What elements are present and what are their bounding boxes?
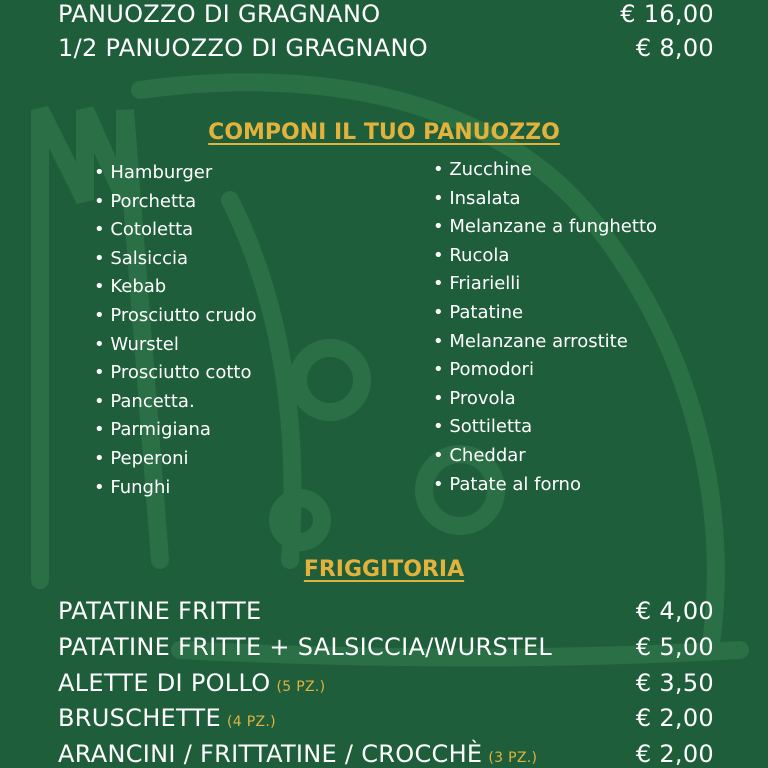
list-item: • Cheddar bbox=[433, 442, 657, 471]
list-item: • Wurstel bbox=[94, 331, 257, 360]
quantity-note: (5 PZ.) bbox=[276, 679, 326, 695]
ingredients-list-left bbox=[94, 159, 257, 502]
list-item: • Pancetta. bbox=[94, 388, 257, 417]
menu-row-alette bbox=[58, 669, 714, 697]
list-item: • Sottiletta bbox=[433, 413, 657, 442]
list-item: • Parmigiana bbox=[94, 416, 257, 445]
list-item: • Porchetta bbox=[94, 188, 257, 217]
list-item: • Patate al forno bbox=[433, 471, 657, 500]
item-price: € 3,50 bbox=[635, 669, 714, 697]
item-name: PATATINE FRITTE bbox=[58, 597, 262, 625]
quantity-note: (3 PZ.) bbox=[488, 750, 538, 766]
item-price: € 2,00 bbox=[635, 740, 714, 768]
item-price: € 16,00 bbox=[620, 0, 714, 28]
quantity-note: (4 PZ.) bbox=[226, 714, 276, 730]
list-item: • Melanzane arrostite bbox=[433, 328, 657, 357]
item-name: BRUSCHETTE (4 PZ.) bbox=[58, 704, 276, 732]
list-item: • Hamburger bbox=[94, 159, 257, 188]
section-title-componi: COMPONI IL TUO PANUOZZO bbox=[208, 120, 560, 145]
list-item: • Prosciutto cotto bbox=[94, 359, 257, 388]
item-price: € 5,00 bbox=[635, 633, 714, 661]
list-item: • Cotoletta bbox=[94, 216, 257, 245]
menu-row-panuozzo bbox=[58, 0, 714, 28]
item-name: PATATINE FRITTE + SALSICCIA/WURSTEL bbox=[58, 633, 553, 661]
list-item: • Patatine bbox=[433, 299, 657, 328]
list-item: • Funghi bbox=[94, 474, 257, 503]
menu-row-arancini bbox=[58, 740, 714, 768]
list-item: • Salsiccia bbox=[94, 245, 257, 274]
item-price: € 2,00 bbox=[635, 704, 714, 732]
menu-row-patatine bbox=[58, 597, 714, 625]
list-item: • Zucchine bbox=[433, 156, 657, 185]
item-price: € 4,00 bbox=[635, 597, 714, 625]
section-title-friggitoria: FRIGGITORIA bbox=[303, 557, 465, 582]
item-name: 1/2 PANUOZZO DI GRAGNANO bbox=[58, 34, 428, 62]
list-item: • Friarielli bbox=[433, 270, 657, 299]
menu-row-half-panuozzo bbox=[58, 34, 714, 62]
item-price: € 8,00 bbox=[635, 34, 714, 62]
list-item: • Pomodori bbox=[433, 356, 657, 385]
menu-row-bruschette bbox=[58, 704, 714, 732]
list-item: • Melanzane a funghetto bbox=[433, 213, 657, 242]
ingredients-list-right bbox=[433, 156, 657, 499]
menu-row-patatine-salsiccia bbox=[58, 633, 714, 661]
list-item: • Kebab bbox=[94, 273, 257, 302]
list-item: • Rucola bbox=[433, 242, 657, 271]
item-name: ARANCINI / FRITTATINE / CROCCHÈ (3 PZ.) bbox=[58, 740, 538, 768]
item-name: PANUOZZO DI GRAGNANO bbox=[58, 0, 381, 28]
list-item: • Provola bbox=[433, 385, 657, 414]
item-name: ALETTE DI POLLO (5 PZ.) bbox=[58, 669, 326, 697]
list-item: • Peperoni bbox=[94, 445, 257, 474]
list-item: • Insalata bbox=[433, 185, 657, 214]
list-item: • Prosciutto crudo bbox=[94, 302, 257, 331]
